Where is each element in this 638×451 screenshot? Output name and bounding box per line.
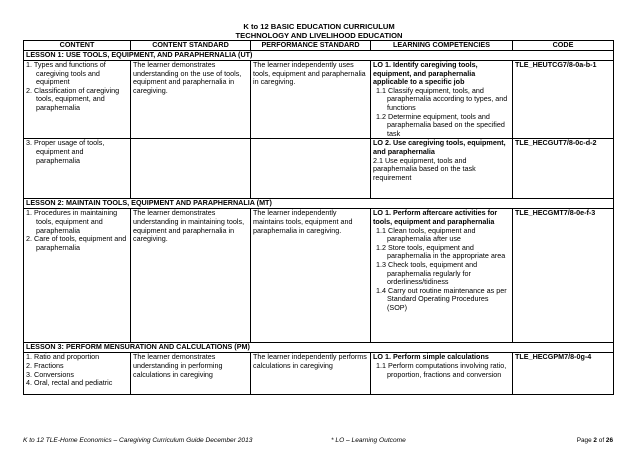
list-item: 4. Oral, rectal and pediatric bbox=[26, 378, 113, 388]
list-item: 2. Fractions bbox=[26, 360, 64, 370]
competency-item: 1.3 Check tools, equipment and paraphernalia regularly for orderliness/tidiness bbox=[376, 259, 478, 287]
competency-item: 1.1 Clean tools, equipment and paraphernalia after use bbox=[376, 225, 476, 244]
code-cell: TLE_HECGUT7/8-0c-d-2 bbox=[513, 139, 614, 199]
competency-item: 1.2 Determine equipment, tools and paraphernalia based on the specified task bbox=[376, 111, 505, 138]
code-cell: TLE_HECGPM7/8-0g-4 bbox=[513, 353, 614, 395]
list-item: 3. Conversions bbox=[26, 369, 74, 379]
col-header-code: CODE bbox=[513, 41, 614, 51]
table-row bbox=[24, 139, 614, 199]
lesson-2-title-row bbox=[24, 199, 614, 209]
code-cell: TLE_HECGMT7/8-0e-f-3 bbox=[513, 209, 614, 343]
list-item: 1. Procedures in maintaining tools, equipment and paraphernalia bbox=[26, 208, 118, 235]
code-cell: TLE_HEUTCG7/8-0a-b-1 bbox=[513, 61, 614, 139]
curriculum-table bbox=[23, 40, 614, 395]
content-standard-cell: The learner demonstrates understanding in maintaining tools, equipment and paraphernalia in caregiving. bbox=[131, 209, 251, 343]
table-row bbox=[24, 353, 614, 395]
performance-standard-cell: The learner independently maintains tools, equipment and paraphernalia in caregiving. bbox=[251, 209, 371, 343]
table-row bbox=[24, 209, 614, 343]
table-row bbox=[24, 61, 614, 139]
page-number: Page 2 of 26 bbox=[576, 437, 613, 444]
content-cell bbox=[24, 209, 131, 343]
curriculum-subtitle: TECHNOLOGY AND LIVELIHOOD EDUCATION bbox=[235, 31, 403, 40]
performance-standard-cell: The learner independently performs calculations in caregiving bbox=[251, 353, 371, 395]
content-standard-cell: The learner demonstrates understanding in performing calculations in caregiving bbox=[131, 353, 251, 395]
competency-item: 2.1 Use equipment, tools and paraphernalia based on the task requirement bbox=[373, 155, 476, 182]
performance-standard-cell: The learner independently uses tools, equipment and paraphernalia in caregiving. bbox=[251, 61, 371, 139]
competency-cell bbox=[371, 139, 513, 199]
learning-outcome: LO 2. Use caregiving tools, equipment, and paraphernalia bbox=[373, 138, 506, 156]
lesson-1-title: LESSON 1: USE TOOLS, EQUIPMENT, AND PARAPHERNALIA (UT) bbox=[24, 51, 614, 61]
content-cell bbox=[24, 139, 131, 199]
list-item: 1. Ratio and proportion bbox=[26, 352, 100, 362]
lesson-3-title-row bbox=[24, 343, 614, 353]
col-header-performance-standard: PERFORMANCE STANDARD bbox=[251, 41, 371, 51]
competency-item: 1.1 Classify equipment, tools, and paraphernalia according to types, and functions bbox=[376, 85, 508, 112]
content-standard-cell bbox=[131, 139, 251, 199]
curriculum-title: K to 12 BASIC EDUCATION CURRICULUM bbox=[243, 22, 395, 31]
col-header-content: CONTENT bbox=[24, 41, 131, 51]
list-item: 2. Classification of caregiving tools, equipment, and paraphernalia bbox=[26, 85, 120, 112]
lesson-3-title: LESSON 3: PERFORM MENSURATION AND CALCULATIONS (PM) bbox=[24, 343, 614, 353]
list-item: 2. Care of tools, equipment and paraphernalia bbox=[26, 234, 127, 252]
competency-cell bbox=[371, 61, 513, 139]
lesson-1-title-row bbox=[24, 51, 614, 61]
table-header-row bbox=[24, 41, 614, 51]
competency-item: 1.2 Store tools, equipment and paraphernalia in the appropriate area bbox=[376, 242, 506, 261]
learning-outcome: LO 1. Identify caregiving tools, equipment, and paraphernalia applicable to a specific job bbox=[373, 60, 478, 87]
content-standard-cell: The learner demonstrates understanding on the use of tools, equipment and paraphernalia in caregiving. bbox=[131, 61, 251, 139]
col-header-learning-competencies: LEARNING COMPETENCIES bbox=[371, 41, 513, 51]
lesson-2-title: LESSON 2: MAINTAIN TOOLS, EQUIPMENT AND PARAPHERNALIA (MT) bbox=[24, 199, 614, 209]
footer-guide-title: K to 12 TLE-Home Economics – Caregiving Curriculum Guide December 2013 bbox=[23, 437, 253, 444]
performance-standard-cell bbox=[251, 139, 371, 199]
content-cell bbox=[24, 61, 131, 139]
competency-item: 1.1 Perform computations involving ratio, proportion, fractions and conversion bbox=[376, 360, 507, 379]
list-item: 3. Proper usage of tools, equipment and paraphernalia bbox=[26, 138, 105, 165]
col-header-content-standard: CONTENT STANDARD bbox=[131, 41, 251, 51]
list-item: 1. Types and functions of caregiving tools and equipment bbox=[26, 60, 106, 87]
learning-outcome: LO 1. Perform simple calculations bbox=[373, 352, 489, 362]
document-header bbox=[0, 22, 638, 40]
competency-cell bbox=[371, 353, 513, 395]
competency-item: 1.4 Carry out routine maintenance as per Standard Operating Procedures (SOP) bbox=[376, 285, 507, 312]
footer-legend: * LO – Learning Outcome bbox=[331, 437, 406, 444]
learning-outcome: LO 1. Perform aftercare activities for tools, equipment and paraphernalia bbox=[373, 208, 498, 226]
competency-cell bbox=[371, 209, 513, 343]
content-cell bbox=[24, 353, 131, 395]
